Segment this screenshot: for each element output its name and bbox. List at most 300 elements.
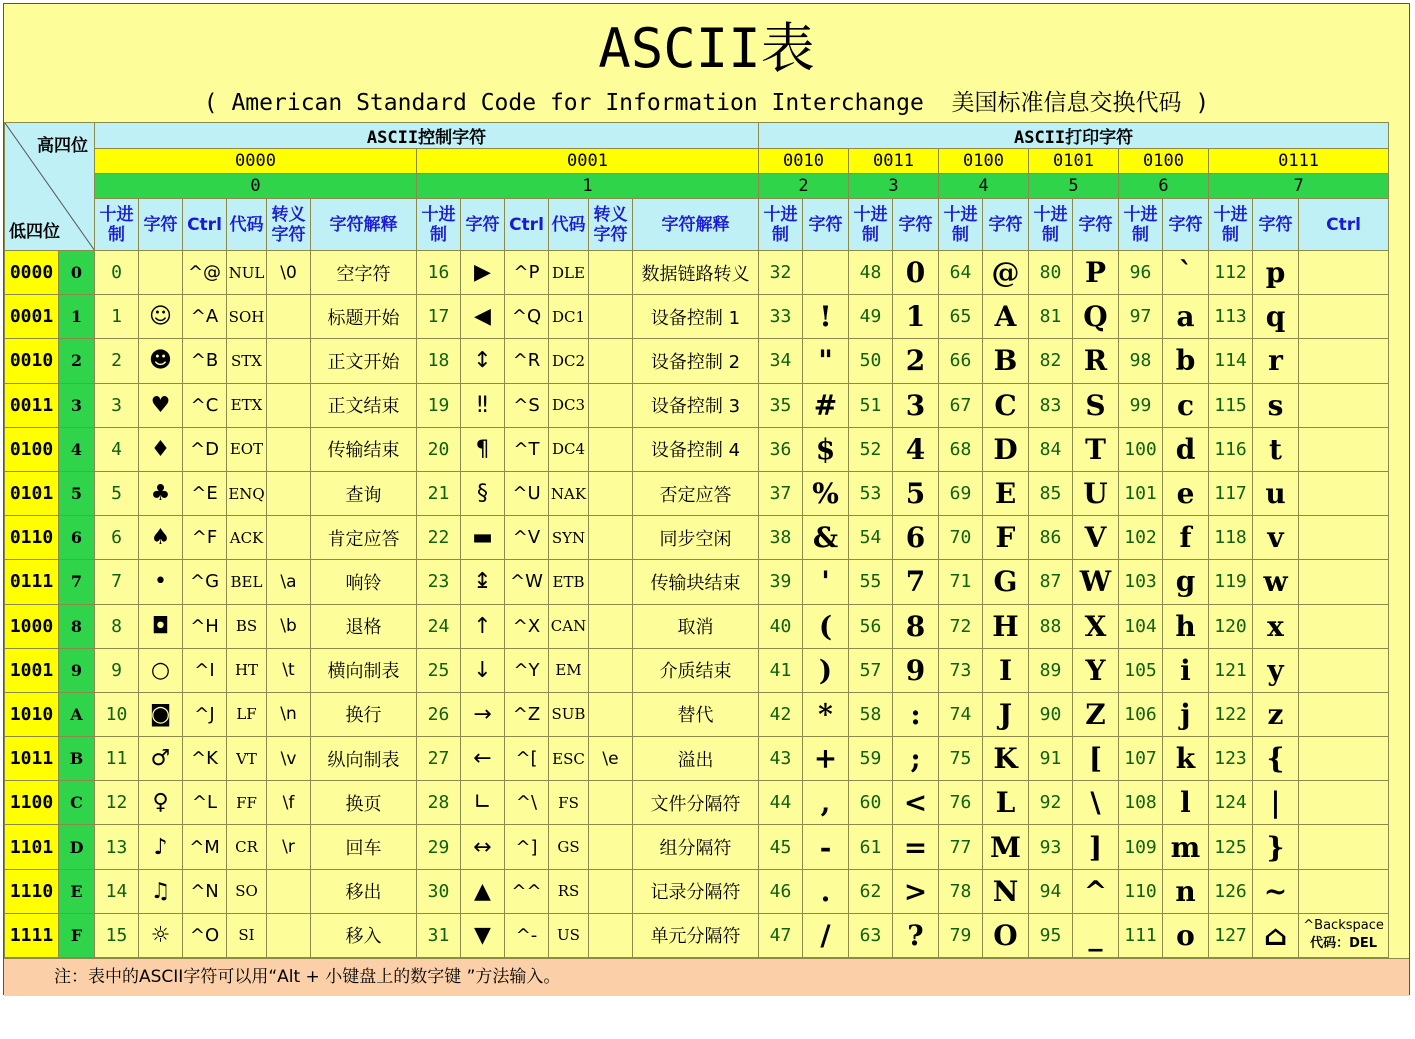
escape-cell: \v — [267, 737, 311, 781]
ctrl-cell: ^] — [505, 825, 549, 869]
low-nibble-hex: 4 — [59, 427, 95, 471]
char-cell: I — [983, 648, 1029, 692]
decimal-cell: 62 — [849, 869, 893, 913]
del-ctrl-cell — [1299, 295, 1389, 339]
decimal-cell: 83 — [1029, 383, 1073, 427]
col-ctrl-header: Ctrl — [505, 199, 549, 251]
desc-cell: 正文结束 — [311, 383, 417, 427]
escape-cell — [589, 471, 633, 515]
decimal-cell: 77 — [939, 825, 983, 869]
char-cell: m — [1163, 825, 1209, 869]
char-cell: / — [803, 913, 849, 957]
col-desc-header: 字符解释 — [633, 199, 759, 251]
code-cell: LF — [227, 692, 267, 736]
desc-cell: 数据链路转义 — [633, 251, 759, 295]
char-cell: K — [983, 737, 1029, 781]
table-row — [5, 516, 1389, 560]
decimal-cell: 82 — [1029, 339, 1073, 383]
decimal-cell: 123 — [1209, 737, 1253, 781]
decimal-cell: 12 — [95, 781, 139, 825]
char-cell: ↑ — [461, 604, 505, 648]
char-cell: D — [983, 427, 1029, 471]
ctrl-cell: ^O — [183, 913, 227, 957]
ctrl-cell: ^R — [505, 339, 549, 383]
decimal-cell: 55 — [849, 560, 893, 604]
code-cell: FF — [227, 781, 267, 825]
decimal-cell: 24 — [417, 604, 461, 648]
low-nibble-hex: C — [59, 781, 95, 825]
char-cell: p — [1253, 251, 1299, 295]
decimal-cell: 22 — [417, 516, 461, 560]
char-cell: C — [983, 383, 1029, 427]
escape-cell: \f — [267, 781, 311, 825]
code-cell: RS — [549, 869, 589, 913]
char-cell: e — [1163, 471, 1209, 515]
high-nibble-bin: 0011 — [849, 149, 939, 174]
low-nibble-bin: 1110 — [5, 869, 59, 913]
decimal-cell: 65 — [939, 295, 983, 339]
decimal-cell: 64 — [939, 251, 983, 295]
decimal-cell: 44 — [759, 781, 803, 825]
desc-cell: 组分隔符 — [633, 825, 759, 869]
decimal-cell: 108 — [1119, 781, 1163, 825]
del-ctrl-cell — [1299, 825, 1389, 869]
col-decimal-header: 十进制 — [759, 199, 803, 251]
col-char-header: 字符 — [1163, 199, 1209, 251]
decimal-cell: 119 — [1209, 560, 1253, 604]
char-cell: . — [803, 869, 849, 913]
decimal-cell: 100 — [1119, 427, 1163, 471]
char-cell: 7 — [893, 560, 939, 604]
char-cell: ☻ — [139, 339, 183, 383]
del-ctrl-cell — [1299, 781, 1389, 825]
decimal-cell: 106 — [1119, 692, 1163, 736]
ctrl-cell: ^S — [505, 383, 549, 427]
decimal-cell: 31 — [417, 913, 461, 957]
col-decimal-header: 十进制 — [1209, 199, 1253, 251]
code-cell: BS — [227, 604, 267, 648]
char-cell: \ — [1073, 781, 1119, 825]
col-decimal-header: 十进制 — [849, 199, 893, 251]
del-ctrl-cell — [1299, 869, 1389, 913]
decimal-cell: 42 — [759, 692, 803, 736]
escape-cell — [589, 295, 633, 339]
low-nibble-label: 低四位 — [9, 222, 60, 242]
code-cell: DC3 — [549, 383, 589, 427]
decimal-cell: 115 — [1209, 383, 1253, 427]
col-decimal-header: 十进制 — [939, 199, 983, 251]
decimal-cell: 40 — [759, 604, 803, 648]
decimal-cell: 2 — [95, 339, 139, 383]
low-nibble-bin: 0111 — [5, 560, 59, 604]
char-cell: * — [803, 692, 849, 736]
col-code-header: 代码 — [227, 199, 267, 251]
code-cell: SO — [227, 869, 267, 913]
ctrl-cell: ^J — [183, 692, 227, 736]
decimal-cell: 37 — [759, 471, 803, 515]
char-cell: ♦ — [139, 427, 183, 471]
col-ctrl-header: Ctrl — [1299, 199, 1389, 251]
desc-cell: 换行 — [311, 692, 417, 736]
high-nibble-bin: 0100 — [939, 149, 1029, 174]
decimal-cell: 78 — [939, 869, 983, 913]
code-cell: EM — [549, 648, 589, 692]
decimal-cell: 118 — [1209, 516, 1253, 560]
decimal-cell: 116 — [1209, 427, 1253, 471]
decimal-cell: 53 — [849, 471, 893, 515]
char-cell: 1 — [893, 295, 939, 339]
code-cell: ENQ — [227, 471, 267, 515]
char-cell: l — [1163, 781, 1209, 825]
char-cell: ⌂ — [1253, 913, 1299, 957]
decimal-cell: 23 — [417, 560, 461, 604]
decimal-cell: 50 — [849, 339, 893, 383]
char-cell: ↓ — [461, 648, 505, 692]
escape-cell — [267, 869, 311, 913]
high-nibble-hex: 0 — [95, 174, 417, 199]
decimal-cell: 21 — [417, 471, 461, 515]
desc-cell: 正文开始 — [311, 339, 417, 383]
char-cell: } — [1253, 825, 1299, 869]
decimal-cell: 8 — [95, 604, 139, 648]
char-cell: ◙ — [139, 692, 183, 736]
decimal-cell: 99 — [1119, 383, 1163, 427]
col-ctrl-header: Ctrl — [183, 199, 227, 251]
char-cell: d — [1163, 427, 1209, 471]
page-title: ASCII表 — [598, 17, 815, 80]
code-cell: NUL — [227, 251, 267, 295]
del-ctrl-cell — [1299, 339, 1389, 383]
decimal-cell: 39 — [759, 560, 803, 604]
decimal-cell: 71 — [939, 560, 983, 604]
decimal-cell: 10 — [95, 692, 139, 736]
del-note-line1: ^Backspace — [1303, 918, 1384, 934]
decimal-cell: 127 — [1209, 913, 1253, 957]
decimal-cell: 104 — [1119, 604, 1163, 648]
char-cell: { — [1253, 737, 1299, 781]
decimal-cell: 81 — [1029, 295, 1073, 339]
char-cell: ☼ — [139, 913, 183, 957]
code-cell: DLE — [549, 251, 589, 295]
decimal-cell: 107 — [1119, 737, 1163, 781]
code-cell: EOT — [227, 427, 267, 471]
ctrl-cell: ^N — [183, 869, 227, 913]
low-nibble-hex: 8 — [59, 604, 95, 648]
low-nibble-bin: 0110 — [5, 516, 59, 560]
desc-cell: 传输结束 — [311, 427, 417, 471]
decimal-cell: 43 — [759, 737, 803, 781]
char-cell: ○ — [139, 648, 183, 692]
desc-cell: 响铃 — [311, 560, 417, 604]
decimal-cell: 34 — [759, 339, 803, 383]
decimal-cell: 30 — [417, 869, 461, 913]
char-cell: O — [983, 913, 1029, 957]
decimal-cell: 0 — [95, 251, 139, 295]
table-row — [5, 295, 1389, 339]
char-cell: ♂ — [139, 737, 183, 781]
decimal-cell: 113 — [1209, 295, 1253, 339]
decimal-cell: 20 — [417, 427, 461, 471]
low-nibble-hex: 0 — [59, 251, 95, 295]
desc-cell: 取消 — [633, 604, 759, 648]
char-cell: a — [1163, 295, 1209, 339]
char-cell: N — [983, 869, 1029, 913]
decimal-cell: 125 — [1209, 825, 1253, 869]
low-nibble-bin: 1100 — [5, 781, 59, 825]
ctrl-cell: ^L — [183, 781, 227, 825]
low-nibble-hex: 1 — [59, 295, 95, 339]
table-row — [5, 692, 1389, 736]
escape-cell: \n — [267, 692, 311, 736]
char-cell: = — [893, 825, 939, 869]
decimal-cell: 126 — [1209, 869, 1253, 913]
decimal-cell: 111 — [1119, 913, 1163, 957]
code-cell: SUB — [549, 692, 589, 736]
char-cell: & — [803, 516, 849, 560]
decimal-cell: 105 — [1119, 648, 1163, 692]
footnote: 注：表中的ASCII字符可以用“Alt + 小键盘上的数字键 ”方法输入。 — [4, 958, 1409, 996]
ctrl-cell: ^V — [505, 516, 549, 560]
ascii-grid — [4, 122, 1389, 958]
low-nibble-hex: F — [59, 913, 95, 957]
escape-cell — [267, 339, 311, 383]
char-cell: f — [1163, 516, 1209, 560]
ctrl-cell: ^H — [183, 604, 227, 648]
ctrl-cell: ^G — [183, 560, 227, 604]
char-cell: ) — [803, 648, 849, 692]
decimal-cell: 96 — [1119, 251, 1163, 295]
escape-cell — [589, 427, 633, 471]
char-cell: ` — [1163, 251, 1209, 295]
decimal-cell: 110 — [1119, 869, 1163, 913]
low-nibble-bin: 0101 — [5, 471, 59, 515]
decimal-cell: 87 — [1029, 560, 1073, 604]
decimal-cell: 102 — [1119, 516, 1163, 560]
decimal-cell: 95 — [1029, 913, 1073, 957]
code-cell: DC4 — [549, 427, 589, 471]
high-nibble-hex: 2 — [759, 174, 849, 199]
char-cell: → — [461, 692, 505, 736]
char-cell: ▲ — [461, 869, 505, 913]
decimal-cell: 88 — [1029, 604, 1073, 648]
desc-cell: 移入 — [311, 913, 417, 957]
ctrl-cell: ^[ — [505, 737, 549, 781]
decimal-cell: 66 — [939, 339, 983, 383]
code-cell: SI — [227, 913, 267, 957]
char-cell: W — [1073, 560, 1119, 604]
table-row — [5, 339, 1389, 383]
desc-cell: 传输块结束 — [633, 560, 759, 604]
code-cell: VT — [227, 737, 267, 781]
char-cell: w — [1253, 560, 1299, 604]
char-cell: _ — [1073, 913, 1119, 957]
char-cell: B — [983, 339, 1029, 383]
table-row — [5, 560, 1389, 604]
table-row — [5, 869, 1389, 913]
decimal-cell: 93 — [1029, 825, 1073, 869]
ctrl-cell: ^D — [183, 427, 227, 471]
code-cell: SOH — [227, 295, 267, 339]
decimal-cell: 121 — [1209, 648, 1253, 692]
char-cell: | — [1253, 781, 1299, 825]
decimal-cell: 103 — [1119, 560, 1163, 604]
desc-cell: 单元分隔符 — [633, 913, 759, 957]
escape-cell — [267, 383, 311, 427]
del-ctrl-cell — [1299, 427, 1389, 471]
decimal-cell: 16 — [417, 251, 461, 295]
char-cell: ] — [1073, 825, 1119, 869]
escape-cell: \a — [267, 560, 311, 604]
decimal-cell: 49 — [849, 295, 893, 339]
decimal-cell: 4 — [95, 427, 139, 471]
desc-cell: 介质结束 — [633, 648, 759, 692]
col-char-header: 字符 — [139, 199, 183, 251]
char-cell: 0 — [893, 251, 939, 295]
del-ctrl-cell — [1299, 692, 1389, 736]
table-row — [5, 737, 1389, 781]
decimal-cell: 109 — [1119, 825, 1163, 869]
char-cell: o — [1163, 913, 1209, 957]
decimal-cell: 85 — [1029, 471, 1073, 515]
del-ctrl-cell — [1299, 913, 1389, 957]
char-cell: ' — [803, 560, 849, 604]
decimal-cell: 18 — [417, 339, 461, 383]
escape-cell: \b — [267, 604, 311, 648]
char-cell: V — [1073, 516, 1119, 560]
char-cell: h — [1163, 604, 1209, 648]
decimal-cell: 91 — [1029, 737, 1073, 781]
decimal-cell: 74 — [939, 692, 983, 736]
ctrl-cell: ^E — [183, 471, 227, 515]
char-cell: c — [1163, 383, 1209, 427]
code-cell: FS — [549, 781, 589, 825]
desc-cell: 文件分隔符 — [633, 781, 759, 825]
col-char-header: 字符 — [1073, 199, 1119, 251]
decimal-cell: 84 — [1029, 427, 1073, 471]
ctrl-cell: ^C — [183, 383, 227, 427]
char-cell: ☺ — [139, 295, 183, 339]
char-cell: ♪ — [139, 825, 183, 869]
char-cell: 8 — [893, 604, 939, 648]
char-cell: , — [803, 781, 849, 825]
ctrl-cell: ^X — [505, 604, 549, 648]
del-ctrl-cell — [1299, 560, 1389, 604]
escape-cell — [589, 383, 633, 427]
del-ctrl-cell — [1299, 516, 1389, 560]
decimal-cell: 9 — [95, 648, 139, 692]
desc-cell: 溢出 — [633, 737, 759, 781]
table-row — [5, 427, 1389, 471]
char-cell: ▼ — [461, 913, 505, 957]
decimal-cell: 36 — [759, 427, 803, 471]
desc-cell: 移出 — [311, 869, 417, 913]
table-row — [5, 913, 1389, 957]
low-nibble-bin: 0100 — [5, 427, 59, 471]
escape-cell — [589, 648, 633, 692]
high-nibble-hex: 6 — [1119, 174, 1209, 199]
ctrl-cell: ^Q — [505, 295, 549, 339]
section-printable: ASCII打印字符 — [759, 123, 1389, 149]
decimal-cell: 97 — [1119, 295, 1163, 339]
ctrl-cell: ^W — [505, 560, 549, 604]
desc-cell: 肯定应答 — [311, 516, 417, 560]
high-nibble-bin: 0100 — [1119, 149, 1209, 174]
char-cell: 9 — [893, 648, 939, 692]
high-nibble-hex: 4 — [939, 174, 1029, 199]
char-cell: ♀ — [139, 781, 183, 825]
decimal-cell: 76 — [939, 781, 983, 825]
char-cell: L — [983, 781, 1029, 825]
char-cell: S — [1073, 383, 1119, 427]
decimal-cell: 114 — [1209, 339, 1253, 383]
decimal-cell: 112 — [1209, 251, 1253, 295]
escape-cell — [267, 471, 311, 515]
decimal-cell: 28 — [417, 781, 461, 825]
code-cell: HT — [227, 648, 267, 692]
code-cell: ACK — [227, 516, 267, 560]
char-cell: j — [1163, 692, 1209, 736]
table-row — [5, 781, 1389, 825]
decimal-cell: 68 — [939, 427, 983, 471]
ctrl-cell: ^F — [183, 516, 227, 560]
ctrl-cell: ^M — [183, 825, 227, 869]
low-nibble-hex: 6 — [59, 516, 95, 560]
decimal-cell: 90 — [1029, 692, 1073, 736]
decimal-cell: 67 — [939, 383, 983, 427]
decimal-cell: 32 — [759, 251, 803, 295]
char-cell: > — [893, 869, 939, 913]
decimal-cell: 7 — [95, 560, 139, 604]
desc-cell: 回车 — [311, 825, 417, 869]
char-cell: ; — [893, 737, 939, 781]
desc-cell: 设备控制 1 — [633, 295, 759, 339]
char-cell: ~ — [1253, 869, 1299, 913]
char-cell: % — [803, 471, 849, 515]
char-cell: ↕ — [461, 339, 505, 383]
high-nibble-bin: 0101 — [1029, 149, 1119, 174]
escape-cell — [589, 692, 633, 736]
decimal-cell: 48 — [849, 251, 893, 295]
low-nibble-bin: 1111 — [5, 913, 59, 957]
code-cell: BEL — [227, 560, 267, 604]
decimal-cell: 61 — [849, 825, 893, 869]
escape-cell: \e — [589, 737, 633, 781]
char-cell: F — [983, 516, 1029, 560]
char-cell: ? — [893, 913, 939, 957]
char-cell: x — [1253, 604, 1299, 648]
code-cell: ETX — [227, 383, 267, 427]
decimal-cell: 1 — [95, 295, 139, 339]
code-cell: SYN — [549, 516, 589, 560]
char-cell: [ — [1073, 737, 1119, 781]
decimal-cell: 86 — [1029, 516, 1073, 560]
char-cell: $ — [803, 427, 849, 471]
ctrl-cell: ^P — [505, 251, 549, 295]
char-cell: § — [461, 471, 505, 515]
desc-cell: 设备控制 2 — [633, 339, 759, 383]
char-cell: ♠ — [139, 516, 183, 560]
char-cell: n — [1163, 869, 1209, 913]
char-cell: T — [1073, 427, 1119, 471]
char-cell: ♥ — [139, 383, 183, 427]
low-nibble-hex: A — [59, 692, 95, 736]
decimal-cell: 29 — [417, 825, 461, 869]
char-cell: E — [983, 471, 1029, 515]
decimal-cell: 25 — [417, 648, 461, 692]
decimal-cell: 17 — [417, 295, 461, 339]
decimal-cell: 124 — [1209, 781, 1253, 825]
char-cell — [803, 251, 849, 295]
